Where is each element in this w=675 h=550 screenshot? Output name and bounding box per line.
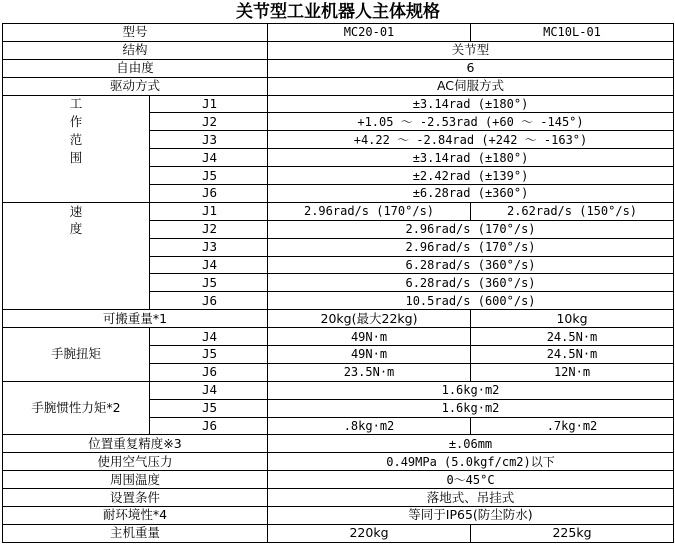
environment-label: 耐环境性*4 xyxy=(3,507,268,525)
wrist-inertia-axis: J5 xyxy=(150,399,268,417)
model-a: MC20-01 xyxy=(268,24,471,42)
wrist-inertia-axis: J4 xyxy=(150,381,268,399)
model-b: MC10L-01 xyxy=(471,24,674,42)
wrist-torque-a: 49N·m xyxy=(268,346,471,364)
speed-j1-b: 2.62rad/s (150°/s) xyxy=(471,202,674,220)
work-range-axis: J1 xyxy=(150,95,268,113)
speed-char-2: 度 xyxy=(3,220,150,238)
work-range-blank xyxy=(3,167,150,185)
speed-value: 2.96rad/s (170°/s) xyxy=(268,220,674,238)
work-range-value: +4.22 ～ -2.84rad (+242 ～ -163°) xyxy=(268,131,674,149)
wrist-inertia-value: 1.6kg·m2 xyxy=(268,381,674,399)
wrist-torque-axis: J4 xyxy=(150,328,268,346)
speed-value: 2.96rad/s (170°/s) xyxy=(268,238,674,256)
wrist-torque-a: 23.5N·m xyxy=(268,363,471,381)
dof-label: 自由度 xyxy=(3,59,268,77)
work-range-value: ±6.28rad (±360°) xyxy=(268,185,674,203)
work-range-char-2: 作 xyxy=(3,113,150,131)
weight-a: 220kg xyxy=(268,524,471,542)
page-title: 关节型工业机器人主体规格 xyxy=(236,2,440,22)
work-range-char-1: 工 xyxy=(3,95,150,113)
ambient-temp-value: 0～45°C xyxy=(268,471,674,489)
structure-value: 关节型 xyxy=(268,41,674,59)
install-value: 落地式、吊挂式 xyxy=(268,489,674,507)
repeatability-value: ±.06mm xyxy=(268,435,674,453)
speed-axis: J6 xyxy=(150,292,268,310)
speed-blank xyxy=(3,238,150,256)
payload-a: 20kg(最大22kg) xyxy=(268,310,471,328)
speed-blank xyxy=(3,292,150,310)
wrist-torque-a: 49N·m xyxy=(268,328,471,346)
work-range-axis: J3 xyxy=(150,131,268,149)
dof-value: 6 xyxy=(268,59,674,77)
air-pressure-label: 使用空气压力 xyxy=(3,453,268,471)
work-range-blank xyxy=(3,185,150,203)
drive-label: 驱动方式 xyxy=(3,77,268,95)
work-range-axis: J6 xyxy=(150,185,268,203)
work-range-axis: J5 xyxy=(150,167,268,185)
wrist-inertia-axis: J6 xyxy=(150,417,268,435)
wrist-torque-b: 12N·m xyxy=(471,363,674,381)
speed-axis: J3 xyxy=(150,238,268,256)
work-range-value: +1.05 ～ -2.53rad (+60 ～ -145°) xyxy=(268,113,674,131)
wrist-inertia-b: .7kg·m2 xyxy=(471,417,674,435)
work-range-char-4: 围 xyxy=(3,149,150,167)
structure-label: 结构 xyxy=(3,41,268,59)
work-range-value: ±3.14rad (±180°) xyxy=(268,95,674,113)
model-label: 型号 xyxy=(3,24,268,42)
speed-axis: J2 xyxy=(150,220,268,238)
work-range-value: ±2.42rad (±139°) xyxy=(268,167,674,185)
wrist-inertia-value: 1.6kg·m2 xyxy=(268,399,674,417)
wrist-inertia-a: .8kg·m2 xyxy=(268,417,471,435)
speed-blank xyxy=(3,274,150,292)
wrist-torque-b: 24.5N·m xyxy=(471,346,674,364)
install-label: 设置条件 xyxy=(3,489,268,507)
repeatability-label: 位置重复精度※3 xyxy=(3,435,268,453)
wrist-torque-label: 手腕扭矩 xyxy=(3,328,150,382)
work-range-axis: J2 xyxy=(150,113,268,131)
work-range-axis: J4 xyxy=(150,149,268,167)
weight-label: 主机重量 xyxy=(3,524,268,542)
speed-value: 10.5rad/s (600°/s) xyxy=(268,292,674,310)
speed-axis: J1 xyxy=(150,202,268,220)
payload-label: 可搬重量*1 xyxy=(3,310,268,328)
ambient-temp-label: 周围温度 xyxy=(3,471,268,489)
wrist-torque-axis: J5 xyxy=(150,346,268,364)
speed-value: 6.28rad/s (360°/s) xyxy=(268,274,674,292)
speed-axis: J4 xyxy=(150,256,268,274)
drive-value: AC伺服方式 xyxy=(268,77,674,95)
wrist-torque-axis: J6 xyxy=(150,363,268,381)
air-pressure-value: 0.49MPa (5.0kgf/cm2)以下 xyxy=(268,453,674,471)
weight-b: 225kg xyxy=(471,524,674,542)
payload-b: 10kg xyxy=(471,310,674,328)
speed-char-1: 速 xyxy=(3,202,150,220)
work-range-char-3: 范 xyxy=(3,131,150,149)
work-range-value: ±3.14rad (±180°) xyxy=(268,149,674,167)
wrist-inertia-label: 手腕惯性力矩*2 xyxy=(3,381,150,435)
speed-blank xyxy=(3,256,150,274)
wrist-torque-b: 24.5N·m xyxy=(471,328,674,346)
speed-axis: J5 xyxy=(150,274,268,292)
spec-table xyxy=(2,1,674,543)
speed-value: 6.28rad/s (360°/s) xyxy=(268,256,674,274)
speed-j1-a: 2.96rad/s (170°/s) xyxy=(268,202,471,220)
environment-value: 等同于IP65(防尘防水) xyxy=(268,507,674,525)
